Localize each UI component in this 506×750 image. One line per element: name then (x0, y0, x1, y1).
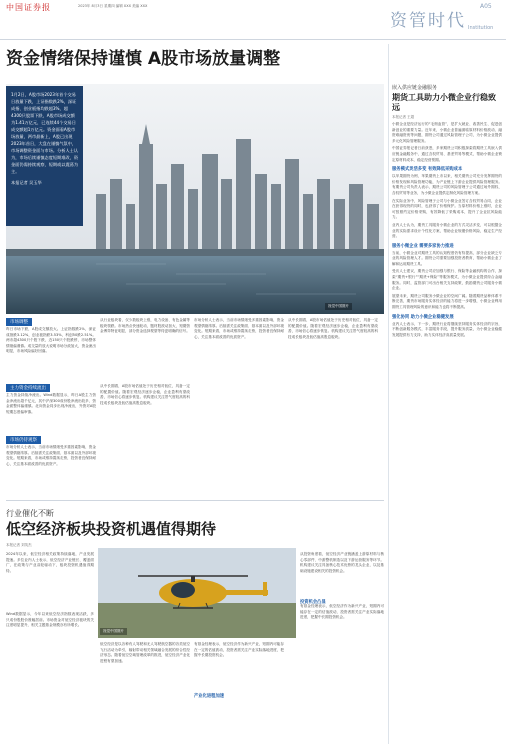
page-number: A05 (480, 3, 492, 10)
sidebar-paragraph: 以苹果期货为例，苹果期货上市以来，相关期货公司充分发挥期货的价格发现和风险管理功能，为产业链上下游企业提供风险管理服务。有期货公司负责人表示，期货公司的风险管理子公司通过场外期权、含权贸易等业务，为小微企业提供定制化风险管理方案。 (392, 174, 502, 195)
lead-box (6, 86, 83, 226)
sidebar-paragraph: 在实际业务中，风险管理子公司与小微企业签订含权贸易合同，企业在获得现货的同时，也获得了价格保护。当原材料价格上涨时，企业可按照约定价格采购，有效降低了采购成本，提升了企业抗风险能力。 (392, 198, 502, 220)
header-meta: 2023年 8月3日 星期四 编辑 XXX 美编 XXX (78, 4, 148, 8)
column-divider (388, 44, 389, 744)
second-column-3: 有基金经理表示，低空经济作为新兴产业，短期内可能存在一定的估值波动，投资者需关注产业实际落地进度，把握中长期投资机会。 (194, 642, 284, 658)
second-column-4: 从投资角度看，低空经济产业链涵盖上游原材料与核心零部件、中游整机制造以及下游运营服务等环节。机构建议关注具备核心技术优势的龙头企业，以及基础设施建设相关的投资机会。 (300, 552, 384, 573)
newspaper-logo: 中国证券报 (6, 3, 51, 12)
sidebar-subhead: 服务模式灵活多变 有效降低采购成本 (392, 167, 463, 173)
second-subhead-1: 投资机会凸显 (300, 600, 326, 605)
lead-byline: 本报记者 吴玉华 (11, 180, 42, 185)
second-subhead-2: 产业化进程加速 (194, 694, 225, 699)
sidebar-article (392, 84, 502, 338)
sidebar-headline: 期货工具助力小微企业行稳致远 (392, 93, 496, 112)
article-column-2: 从行业板块看，仅少数板块上涨，电力设备、有色金属等板块领跌。市场热点快速轮动，题材股波动加大，短期资金博弈特征明显，部分资金选择观望等待更明确的信号。 (100, 318, 190, 334)
second-kicker: 行业催化不断 (6, 509, 54, 518)
sidebar-byline: 本报记者 王超 (392, 115, 415, 119)
sidebar-paragraph: 展望未来，期货公司服务小微企业的空间广阔。随着期货品种体系不断完善，期货市场服务实体经济的能力将进一步增强，小微企业利用期货工具管理风险的意识和能力也将不断提高。 (392, 293, 502, 310)
second-column-1: 2024年以来，低空经济相关政策持续落地，产业发展提速。多位业内人士表示，低空经济产业链长、覆盖面广，在政策与产业双轮驱动下，板块投资机遇值得期待。 (6, 552, 94, 573)
article-column-6: 市场分析人士表示，当前市场情绪受多重因素影响，资金观望情绪浓厚。后续需关注政策面、基本面以及外部环境变化。短期来看，市场或维持震荡走势，投资者宜保持耐心，关注基本面改善的优质资产。 (6, 445, 96, 466)
subhead-label-2: 主力资金持续流出 (6, 384, 50, 392)
subhead-label-1: 市场调整 (6, 318, 32, 326)
lead-text: 1月2日，A股市场2023年首个交易日放量下跌，上证指数跌2%，深证成指、创业板指均跌超3%，超4300只股票下跌，A股市场成交额为1.41万亿元，已连续44个交易日成交额超1万亿元。资金面看A股市场放量，两市最新上，A股已出现2023年首日，大盘在谨慎气氛中，市场调整资金面与市场。分析人士认为，市场后续谨慎态度短期难改，资金面仍需持续观察，短期或以震荡为主。 (11, 92, 79, 174)
second-byline: 本报记者 刘英杰 (6, 543, 32, 547)
sidebar-paragraph: 受访人士建议，期货公司应加强与银行、保险等金融机构的合作，探索“期货+银行”“期货+保险”等服务模式，为小微企业提供综合金融服务。同时，监管部门可出台相关支持政策，鼓励期货公司服务小微企业。 (392, 269, 502, 291)
helicopter-photo (98, 548, 296, 638)
second-column-5: 有基金经理表示，低空经济作为新兴产业，短期内可能存在一定的估值波动，投资者需关注产业实际落地进度，把握中长期投资机会。 (300, 604, 384, 620)
section-title: 资管时代 (390, 11, 466, 31)
photo-caption: 视觉中国图片 (325, 303, 352, 310)
sidebar-subhead: 强化协同 助力小微企业稳健发展 (392, 314, 454, 320)
section-subtitle: Institution (468, 25, 494, 31)
sidebar-paragraph: 当前，小微企业对期货工具的认知程度仍有待提高，部分企业缺乏专业的风险管理人才。期货公司需要加强投资者教育，帮助小微企业了解和运用期货工具。 (392, 250, 502, 266)
sidebar-subhead: 服务小微企业 需要多家协力推进 (392, 243, 454, 249)
article-column-5: 主力资金持续净流出。Wind数据显示，昨日A股主力资金净流出超千亿元，其中沪深300成份股净流出较多，资金面整体偏谨慎。北向资金同步出现净流出，外资对A股短期态度偏审慎。 (6, 393, 96, 414)
article-column-3: 市场分析人士表示，当前市场情绪受多重因素影响，资金观望情绪浓厚。后续需关注政策面、基本面以及外部环境变化。短期来看，市场或维持震荡走势，投资者宜保持耐心，关注基本面改善的优质资产。 (194, 318, 284, 339)
section-rule (6, 500, 384, 501)
subhead-label-3: 市场仍待观察 (6, 436, 41, 444)
helicopter-caption: 视觉中国图片 (100, 628, 127, 635)
second-column-2: 低空经济是以各种有人驾驶和无人驾驶航空器的各类低空飞行活动为牵引，辐射带动相关领域融合发展的综合性经济形态。随着低空空域管理改革的推进，低空经济产业化进程有望加速。 (100, 642, 190, 663)
main-headline: 资金情绪保持谨慎 A股市场放量调整 (6, 49, 281, 69)
page-header (0, 0, 506, 40)
sidebar-paragraph: 小微企业是经济运行的“毛细血管”，是扩大就业、改善民生、促进创新创业的重要力量。近年来，小微企业普遍面临原材料价格波动、融资难融资贵等问题，期货公司通过风险管理子公司，为小微企业提供多元化风险管理服务。 (392, 122, 502, 143)
sidebar-paragraph: 业内人士认为，期货工具服务小微企业的方式灵活多变，可以根据企业的实际需求设计个性化方案，帮助企业规避价格风险，稳定生产经营。 (392, 222, 502, 239)
sidebar-paragraph: 中国证券报记者日前获悉，多家期货公司积极探索将期货工具嵌入供应链金融服务中，通过含权贸易、基差贸易等模式，帮助小微企业锁定原材料成本，稳定经营预期。 (392, 146, 502, 162)
article-column-4: 从中长期看，A股市场估值处于历史相对低位，具备一定的配置价值。随着宏观经济逐步企稳，企业盈利有望改善，市场信心将逐步恢复。机构建议关注景气度较高的科技成长板块及低估值高股息板块。 (288, 318, 378, 339)
sidebar-paragraph: 业内人士表示，下一步，期货行业将继续坚持服务实体经济的宗旨，不断创新服务模式，丰富服务手段，提升服务质量，为小微企业稳健发展提供有力支持，助力实体经济高质量发展。 (392, 321, 502, 337)
article-column-1: 昨日市场下跌，A股成交额放大。上证指数跌2%，深证成指跌3.12%，创业板指跌3.53%，科创50跌2.51%。两市超4300只个股下跌，近150只个股跌停，市场整体情绪偏谨慎。成交量的放大说明市场分歧加大，资金流出明显，市场风险偏好回落。 (6, 327, 96, 354)
second-headline: 低空经济板块投资机遇值得期待 (6, 520, 217, 538)
second-column-1b: Wind数据显示，今年以来低空经济指数表现活跃，多只成份股股价涨幅居前。市场资金对低空经济板块的关注度明显提升，相关主题基金规模亦有所增长。 (6, 612, 94, 628)
sidebar-kicker: 嵌入供应链金融服务 (392, 85, 438, 91)
article-column-7: 从中长期看，A股市场估值处于历史相对低位，具备一定的配置价值。随着宏观经济逐步企稳，企业盈利有望改善，市场信心将逐步恢复。机构建议关注景气度较高的科技成长板块及低估值高股息板块。 (100, 384, 190, 405)
